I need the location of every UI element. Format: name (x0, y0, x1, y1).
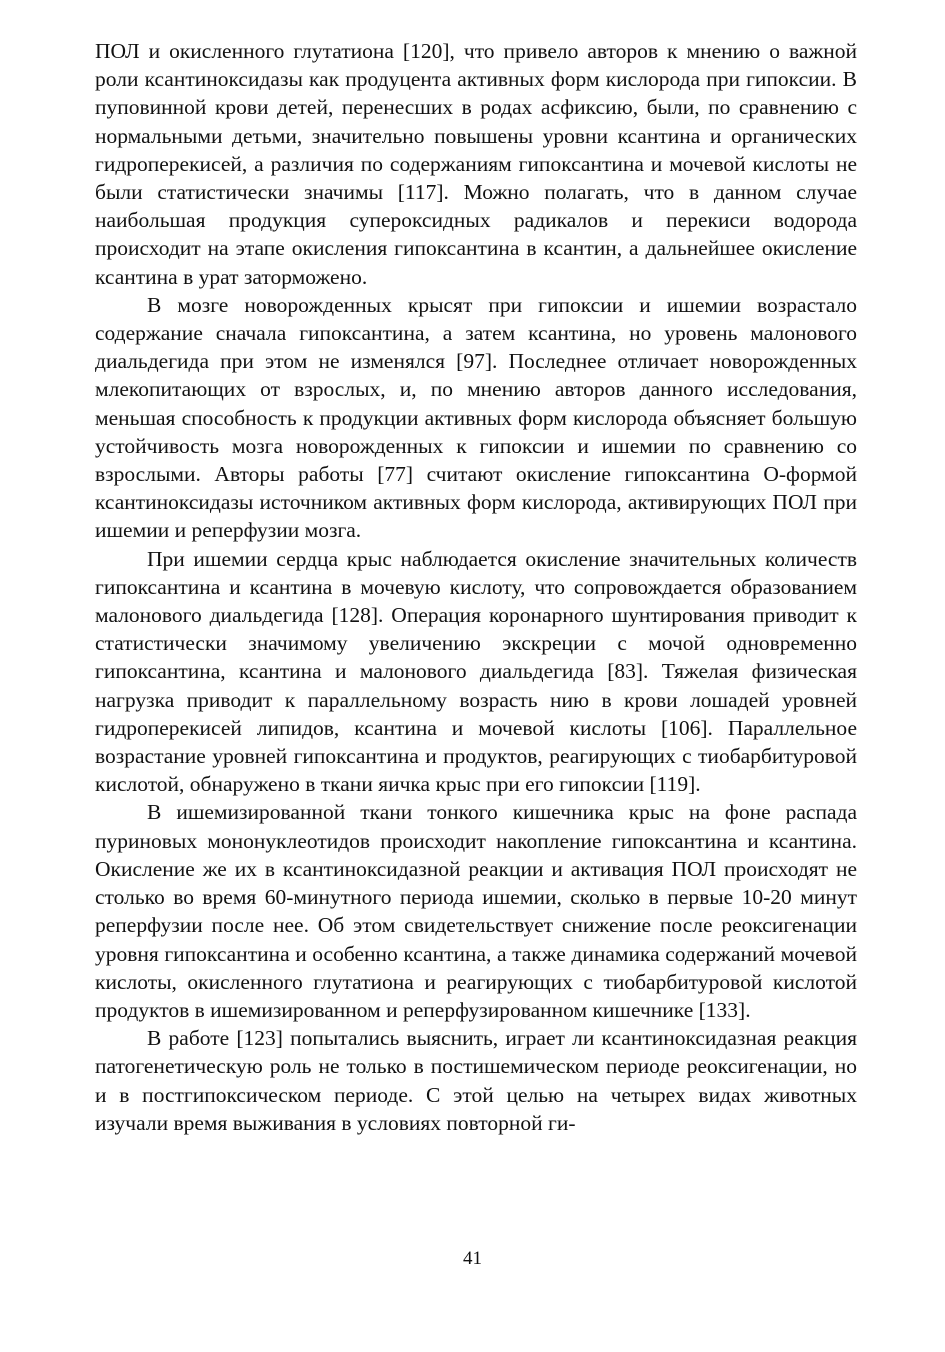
paragraph-1: ПОЛ и окисленного глутатиона [120], что привело авторов к мнению о важной роли ксантиноксидазы как продуцента активных форм кислорода при гипоксии. В пуповинной крови детей, перенесших в родах асфиксию, были, по сравнению с нормальными детьми, значительно повышены уровни ксантина и органических гидроперекисей, а различия по содержаниям гипоксантина и мочевой кислоты не были статистически значимы [117]. Можно полагать, что в данном случае наибольшая продукция супероксидных радикалов и перекиси водорода происходит на этапе окисления гипоксантина в ксантин, а дальнейшее окисление ксантина в урат заторможено. (95, 39, 857, 289)
paragraph-4: В ишемизированной ткани тонкого кишечника крыс на фоне распада пуриновых мононуклеотидов происходит накопление гипоксантина и ксантина. Окисление же их в ксантиноксидазной реакции и активация ПОЛ происходят не столько во время 60-минутного периода ишемии, сколько в первые 10-20 минут реперфузии после нее. Об этом свидетельствует снижение после реоксигенации уровня гипоксантина и особенно ксантина, а также динамика содержаний мочевой кислоты, окисленного глутатиона и реагирующих с тиобарбитуровой кислотой продуктов в ишемизированном и реперфузированном кишечнике [133]. (95, 800, 857, 1022)
paragraph-3: При ишемии сердца крыс наблюдается окисление значительных количеств гипоксантина и ксантина в мочевую кислоту, что сопровождается образованием малонового диальдегида [128]. Операция коронарного шунтирования приводит к статистически значимому увеличению экскреции с мочой одновременно гипоксантина, ксантина и малонового диальдегида [83]. Тяжелая физическая нагрузка приводит к параллельному возрасть нию в крови лошадей уровней гидроперекисей липидов, ксантина и мочевой кислоты [106]. Параллельное возрастание уровней гипоксантина и продуктов, реагирующих с тиобарбитуровой кислотой, обнаружено в ткани яичка крыс при его гипоксии [119]. (95, 546, 857, 797)
page-number: 41 (463, 1248, 482, 1269)
paragraph-5: В работе [123] попытались выяснить, играет ли ксантиноксидазная реакция патогенетическую роль не только в постишемическом периоде реоксигенации, но и в постгипоксическом периоде. С этой целью на четырех видах животных изучали время выживания в условиях повторной ги- (95, 1026, 857, 1135)
page-body (95, 37, 857, 1137)
paragraph-2: В мозге новорожденных крысят при гипоксии и ишемии возрастало содержание сначала гипоксантина, а затем ксантина, но уровень малонового диальдегида при этом не изменялся [97]. Последнее отличает новорожденных млекопитающих от взрослых, и, по мнению авторов данного исследования, меньшая способность к продукции активных форм кислорода объясняет большую устойчивость мозга новорожденных к гипоксии и ишемии по сравнению со взрослыми. Авторы работы [77] считают окисление гипоксантина О-формой ксантиноксидазы источником активных форм кислорода, активирующих ПОЛ при ишемии и реперфузии мозга. (95, 292, 857, 543)
